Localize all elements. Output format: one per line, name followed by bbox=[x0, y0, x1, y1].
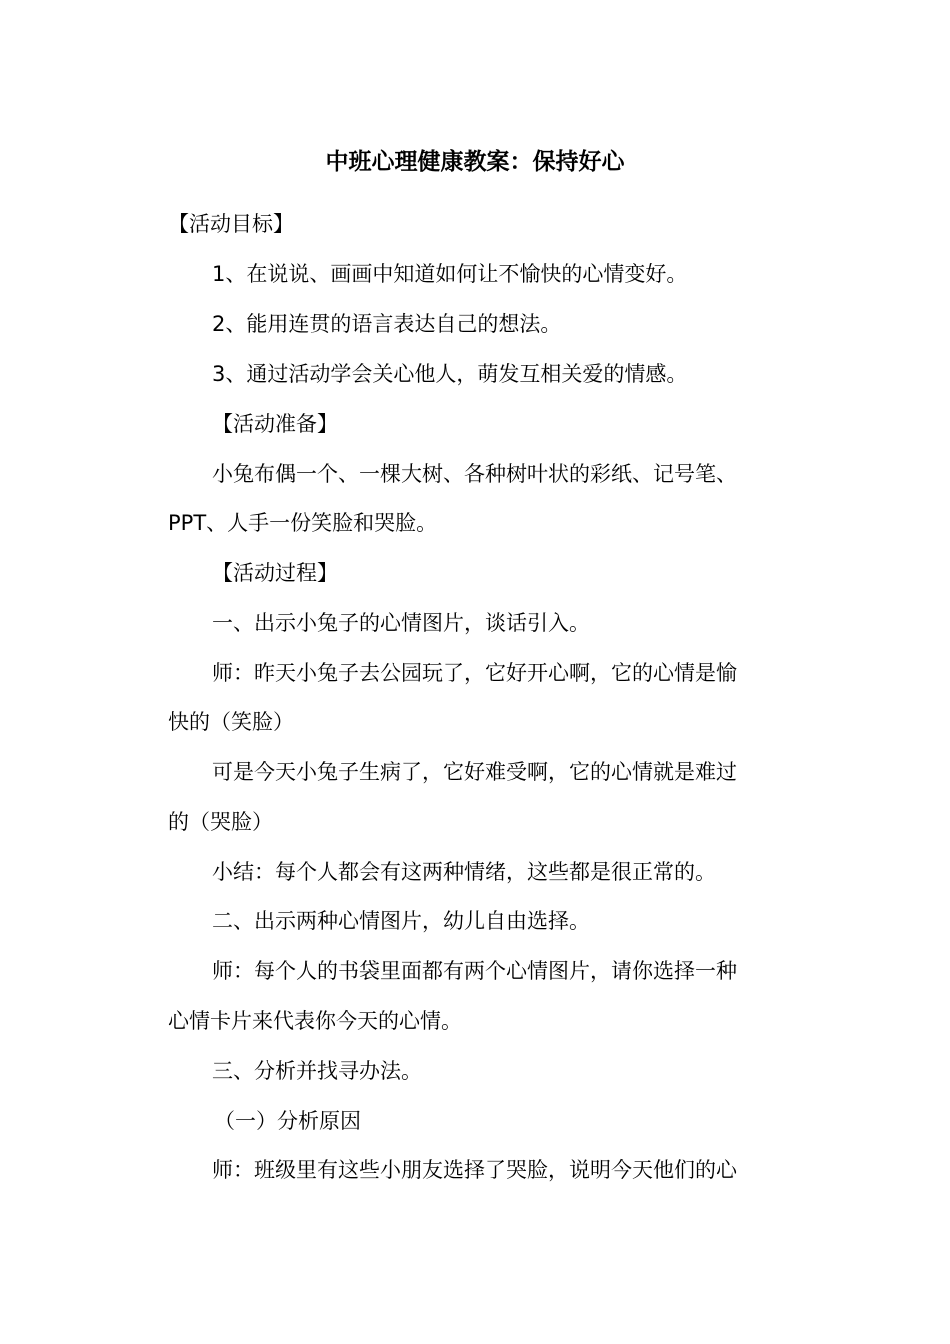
goal-item-2: 2、能用连贯的语言表达自己的想法。 bbox=[212, 312, 562, 336]
step-heading-1: 一、出示小兔子的心情图片，谈话引入。 bbox=[212, 611, 590, 635]
paragraph-line: 师：班级里有这些小朋友选择了哭脸，说明今天他们的心 bbox=[212, 1158, 737, 1182]
paragraph-line: PPT、人手一份笑脸和哭脸。 bbox=[168, 511, 438, 535]
paragraph-line: 心情卡片来代表你今天的心情。 bbox=[168, 1009, 462, 1033]
step-heading-2: 二、出示两种心情图片，幼儿自由选择。 bbox=[212, 909, 590, 933]
section-heading-process: 【活动过程】 bbox=[212, 561, 338, 585]
paragraph-line: 快的（笑脸） bbox=[168, 710, 294, 734]
goal-item-1: 1、在说说、画画中知道如何让不愉快的心情变好。 bbox=[212, 262, 688, 286]
paragraph-line: 小兔布偶一个、一棵大树、各种树叶状的彩纸、记号笔、 bbox=[212, 462, 737, 486]
document-title: 中班心理健康教案：保持好心 bbox=[325, 149, 625, 175]
paragraph-line: 可是今天小兔子生病了，它好难受啊，它的心情就是难过 bbox=[212, 760, 737, 784]
sub-heading: （一）分析原因 bbox=[214, 1109, 361, 1133]
section-heading-preparation: 【活动准备】 bbox=[212, 412, 338, 436]
paragraph-line: 师：每个人的书袋里面都有两个心情图片，请你选择一种 bbox=[212, 959, 737, 983]
goal-item-3: 3、通过活动学会关心他人，萌发互相关爱的情感。 bbox=[212, 362, 688, 386]
section-heading-goals: 【活动目标】 bbox=[168, 212, 294, 236]
paragraph-line: 小结：每个人都会有这两种情绪，这些都是很正常的。 bbox=[212, 860, 716, 884]
paragraph-line: 师：昨天小兔子去公园玩了，它好开心啊，它的心情是愉 bbox=[212, 661, 737, 685]
step-heading-3: 三、分析并找寻办法。 bbox=[212, 1059, 422, 1083]
paragraph-line: 的（哭脸） bbox=[168, 810, 273, 834]
